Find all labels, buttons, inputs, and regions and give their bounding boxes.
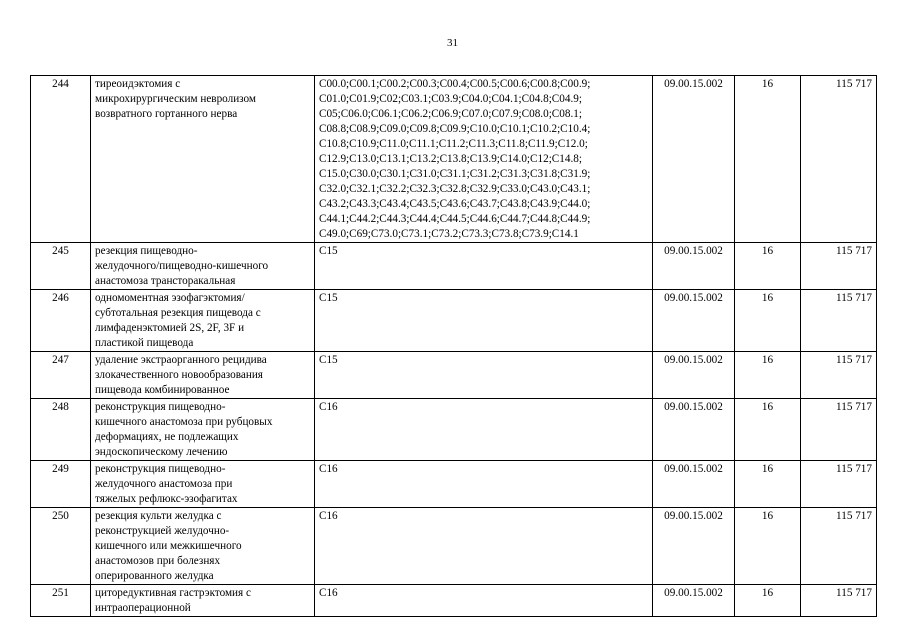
method-code: 09.00.15.002	[653, 585, 735, 617]
procedure-name-line: желудочного/пищеводно-кишечного	[95, 260, 269, 272]
icd-codes-line: C49.0;C69;C73.0;C73.1;C73.2;C73.3;C73.8;C73.9;C14.1	[319, 228, 579, 240]
icd-codes-line: C08.8;C08.9;C09.0;C09.8;C09.9;C10.0;C10.1;C10.2;C10.4;	[319, 123, 591, 135]
table-row	[31, 585, 877, 617]
procedure-name-line: возвратного гортанного нерва	[95, 108, 238, 120]
method-code: 09.00.15.002	[653, 399, 735, 461]
table-body	[31, 76, 877, 617]
procedure-name-line: анастомозов при болезнях	[95, 555, 221, 567]
procedure-name-line: тиреоидэктомия с	[95, 78, 181, 90]
procedure-name-line: циторедуктивная гастрэктомия с	[95, 587, 251, 599]
table-row	[31, 508, 877, 585]
procedure-name-line: субтотальная резекция пищевода с	[95, 307, 261, 319]
cost-value: 115 717	[801, 352, 877, 399]
procedure-name-line: злокачественного новообразования	[95, 369, 263, 381]
icd-codes-line: C16	[319, 510, 338, 522]
icd-codes	[315, 290, 653, 352]
procedure-name-line: одномоментная эзофагэктомия/	[95, 292, 245, 304]
icd-codes	[315, 76, 653, 243]
group-number: 16	[735, 508, 801, 585]
icd-codes	[315, 461, 653, 508]
cost-value: 115 717	[801, 585, 877, 617]
icd-codes-line: C44.1;C44.2;C44.3;C44.4;C44.5;C44.6;C44.7;C44.8;C44.9;	[319, 213, 591, 225]
method-code: 09.00.15.002	[653, 352, 735, 399]
icd-codes-line: C10.8;C10.9;C11.0;C11.1;C11.2;C11.3;C11.8;C11.9;C12.0;	[319, 138, 588, 150]
icd-codes-line: C15	[319, 245, 338, 257]
icd-codes-line: C15	[319, 354, 338, 366]
procedure-name-line: эндоскопическому лечению	[95, 446, 228, 458]
group-number: 16	[735, 243, 801, 290]
method-code: 09.00.15.002	[653, 290, 735, 352]
cost-value: 115 717	[801, 243, 877, 290]
group-number: 16	[735, 461, 801, 508]
method-code: 09.00.15.002	[653, 461, 735, 508]
icd-codes-line: C12.9;C13.0;C13.1;C13.2;C13.8;C13.9;C14.0;C12;C14.8;	[319, 153, 582, 165]
icd-codes-line: C00.0;C00.1;C00.2;C00.3;C00.4;C00.5;C00.6;C00.8;C00.9;	[319, 78, 591, 90]
method-code: 09.00.15.002	[653, 243, 735, 290]
procedure-name	[91, 585, 315, 617]
icd-codes-line: C05;C06.0;C06.1;C06.2;C06.9;C07.0;C07.9;C08.0;C08.1;	[319, 108, 582, 120]
group-number: 16	[735, 585, 801, 617]
cost-value: 115 717	[801, 508, 877, 585]
procedure-name-line: оперированного желудка	[95, 570, 214, 582]
procedure-name	[91, 243, 315, 290]
icd-codes	[315, 399, 653, 461]
icd-codes-line: C15.0;C30.0;C30.1;C31.0;C31.1;C31.2;C31.3;C31.8;C31.9;	[319, 168, 591, 180]
procedure-name	[91, 461, 315, 508]
page-number: 31	[447, 37, 458, 49]
cost-value: 115 717	[801, 290, 877, 352]
group-number: 16	[735, 290, 801, 352]
row-number: 246	[31, 290, 91, 352]
method-code: 09.00.15.002	[653, 508, 735, 585]
procedure-name-line: кишечного анастомоза при рубцовых	[95, 416, 273, 428]
procedure-name-line: микрохирургическим невролизом	[95, 93, 256, 105]
row-number: 245	[31, 243, 91, 290]
procedure-name-line: кишечного или межкишечного	[95, 540, 242, 552]
method-code: 09.00.15.002	[653, 76, 735, 243]
icd-codes-line: C15	[319, 292, 338, 304]
procedure-name-line: анастомоза трансторакальная	[95, 275, 236, 287]
icd-codes-line: C32.0;C32.1;C32.2;C32.3;C32.8;C32.9;C33.0;C43.0;C43.1;	[319, 183, 591, 195]
procedure-name	[91, 352, 315, 399]
icd-codes-line: C16	[319, 463, 338, 475]
procedure-name-line: лимфаденэктомией 2S, 2F, 3F и	[95, 322, 245, 334]
cost-value: 115 717	[801, 76, 877, 243]
procedure-name-line: деформациях, не подлежащих	[95, 431, 239, 443]
procedures-table	[30, 75, 877, 617]
icd-codes	[315, 243, 653, 290]
cost-value: 115 717	[801, 461, 877, 508]
procedure-name-line: резекция культи желудка с	[95, 510, 222, 522]
icd-codes	[315, 508, 653, 585]
row-number: 244	[31, 76, 91, 243]
icd-codes	[315, 352, 653, 399]
table-row	[31, 352, 877, 399]
table-row	[31, 243, 877, 290]
procedure-name-line: реконструкция пищеводно-	[95, 401, 226, 413]
procedure-name-line: реконструкция пищеводно-	[95, 463, 226, 475]
row-number: 248	[31, 399, 91, 461]
group-number: 16	[735, 76, 801, 243]
procedure-name-line: реконструкцией желудочно-	[95, 525, 230, 537]
icd-codes-line: C43.2;C43.3;C43.4;C43.5;C43.6;C43.7;C43.8;C43.9;C44.0;	[319, 198, 591, 210]
icd-codes-line: C01.0;C01.9;C02;C03.1;C03.9;C04.0;C04.1;C04.8;C04.9;	[319, 93, 582, 105]
procedure-name-line: интраоперационной	[95, 602, 191, 614]
procedure-name-line: пластикой пищевода	[95, 337, 194, 349]
table-row	[31, 290, 877, 352]
row-number: 247	[31, 352, 91, 399]
cost-value: 115 717	[801, 399, 877, 461]
procedure-name	[91, 290, 315, 352]
group-number: 16	[735, 352, 801, 399]
row-number: 249	[31, 461, 91, 508]
icd-codes-line: C16	[319, 401, 338, 413]
procedure-name-line: резекция пищеводно-	[95, 245, 198, 257]
procedure-name	[91, 508, 315, 585]
icd-codes	[315, 585, 653, 617]
procedure-name-line: пищевода комбинированное	[95, 384, 230, 396]
table-row	[31, 76, 877, 243]
row-number: 251	[31, 585, 91, 617]
row-number: 250	[31, 508, 91, 585]
table-row	[31, 461, 877, 508]
table-row	[31, 399, 877, 461]
procedure-name	[91, 76, 315, 243]
procedure-name-line: желудочного анастомоза при	[95, 478, 233, 490]
group-number: 16	[735, 399, 801, 461]
procedure-name-line: удаление экстраорганного рецидива	[95, 354, 267, 366]
icd-codes-line: C16	[319, 587, 338, 599]
procedure-name	[91, 399, 315, 461]
procedure-name-line: тяжелых рефлюкс-эзофагитах	[95, 493, 238, 505]
